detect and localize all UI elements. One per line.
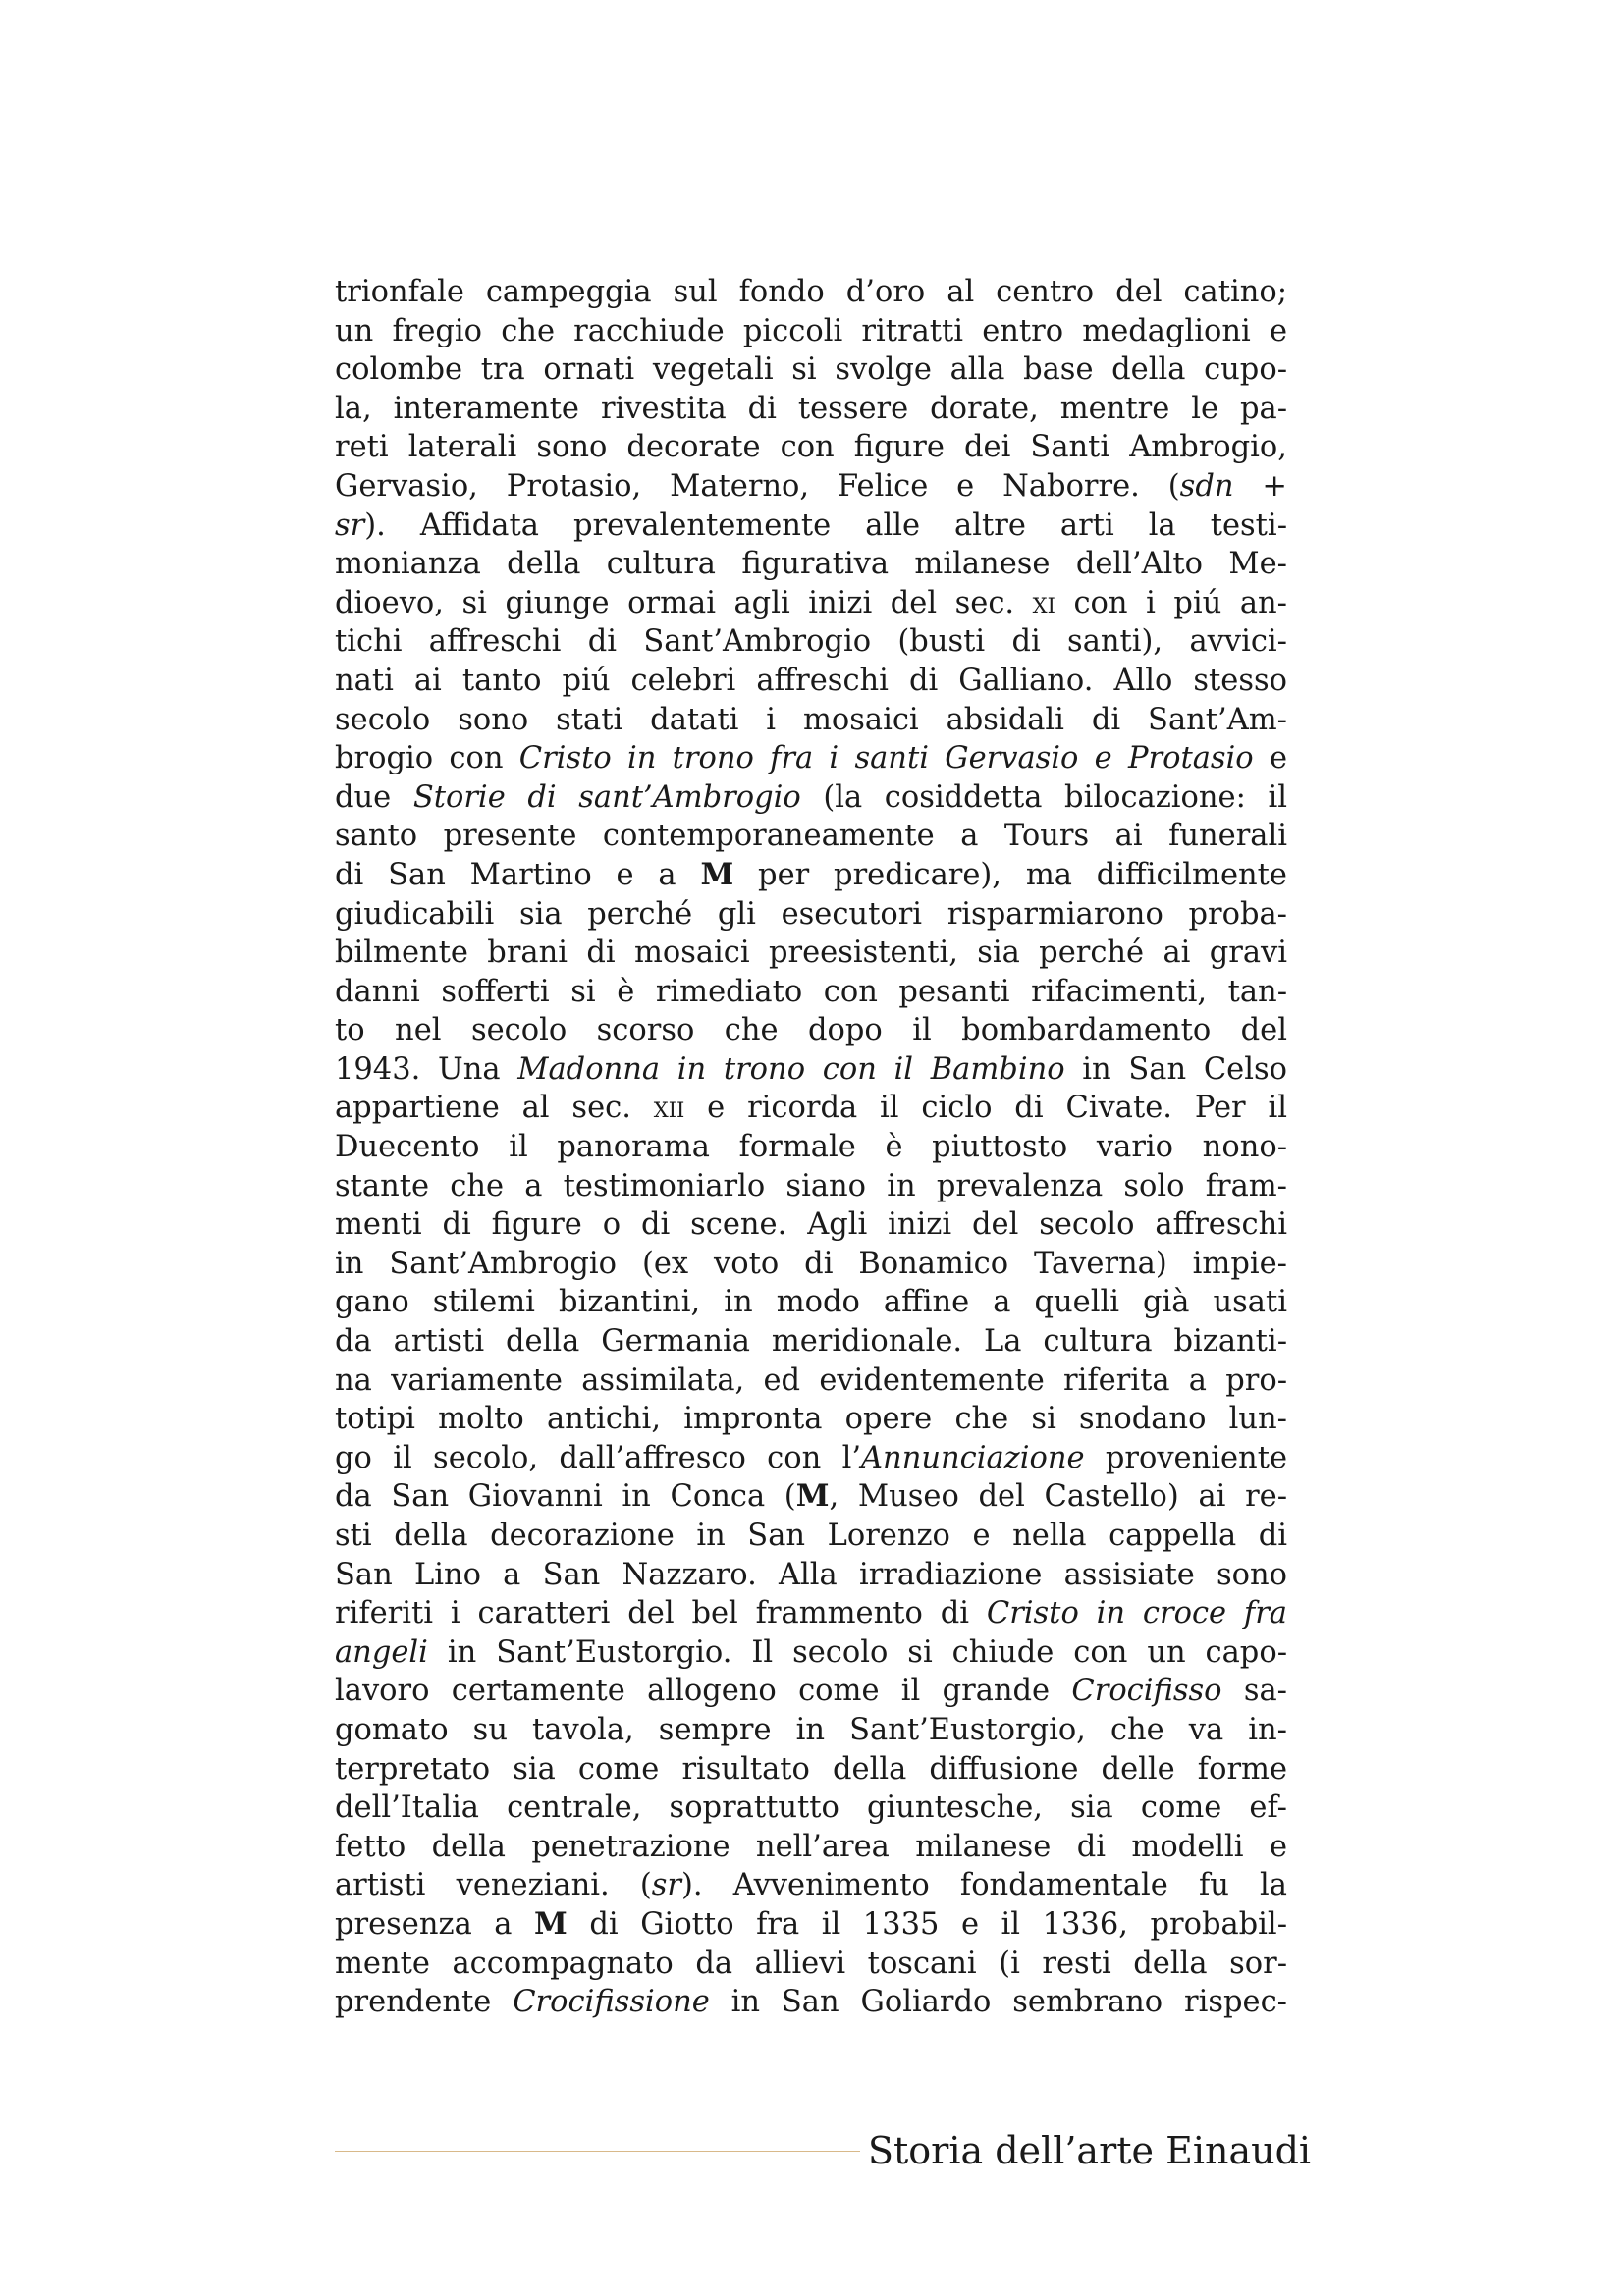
text-run: ). Affidata prevalentemente alle altre arti la testi- [364, 507, 1287, 543]
text-line [335, 545, 1287, 584]
text-run: presenza a [335, 1906, 535, 1942]
text-run: un fregio che racchiude piccoli ritratti entro medaglioni e [335, 313, 1287, 348]
text-run: dell’Italia centrale, soprattutto giuntesche, sia come ef- [335, 1790, 1287, 1826]
text-run: trionfale campeggia sul fondo d’oro al centro del catino; [335, 275, 1287, 309]
text-line [335, 739, 1287, 778]
italic-text: Annunciazione [861, 1440, 1085, 1475]
bold-text: M [534, 1905, 568, 1942]
text-run: stante che a testimoniarlo siano in prevalenza solo fram- [335, 1168, 1287, 1203]
bold-text: M [795, 1478, 830, 1515]
text-line [335, 507, 1287, 546]
text-run: in San Goliardo sembrano rispec- [709, 1985, 1287, 2020]
text-line [335, 1283, 1287, 1322]
text-line [335, 1517, 1287, 1556]
text-line [335, 1477, 1287, 1517]
text-line [335, 1167, 1287, 1206]
text-line [335, 1750, 1287, 1789]
text-run: fetto della penetrazione nell’area milanese di modelli e [335, 1829, 1287, 1864]
italic-text: Cristo in croce fra [986, 1596, 1287, 1631]
text-run: 1943. Una [335, 1051, 518, 1087]
text-line [335, 390, 1287, 429]
text-run: sa- [1221, 1674, 1287, 1709]
text-line [335, 1128, 1287, 1167]
text-run: nati ai tanto piú celebri affreschi di Galliano. Allo stesso [335, 663, 1287, 698]
text-line [335, 1322, 1287, 1362]
italic-text: Madonna in trono con il Bambino [517, 1051, 1065, 1087]
text-run: riferiti i caratteri del bel frammento di [335, 1596, 987, 1631]
text-run: artisti veneziani. ( [335, 1868, 652, 1903]
text-line [335, 934, 1287, 973]
text-line [335, 895, 1287, 934]
text-run: danni sofferti si è rimediato con pesanti rifacimenti, tan- [335, 974, 1287, 1009]
text-line [335, 312, 1287, 351]
text-line [335, 662, 1287, 701]
text-run: tichi affreschi di Sant’Ambrogio (busti di santi), avvici- [335, 624, 1287, 660]
text-run: in San Celso [1064, 1051, 1287, 1087]
small-caps-text: xi [1032, 585, 1055, 620]
italic-text: Crocifisso [1071, 1674, 1222, 1709]
text-line [335, 1945, 1287, 1984]
text-run: prendente [335, 1985, 514, 2020]
text-run: da San Giovanni in Conca ( [335, 1479, 796, 1515]
italic-text: Crocifissione [513, 1985, 710, 2020]
text-run: e [1253, 741, 1287, 776]
text-run: to nel secolo scorso che dopo il bombardamento del [335, 1013, 1287, 1048]
text-run: mente accompagnato da allievi toscani (i resti della sor- [335, 1946, 1287, 1981]
italic-text: sr [651, 1868, 682, 1903]
body-text [335, 273, 1287, 2022]
text-run: due [335, 779, 413, 815]
text-run: colombe tra ornati vegetali si svolge alla base della cupo- [335, 352, 1287, 388]
text-line [335, 778, 1287, 818]
small-caps-text: xii [653, 1091, 685, 1126]
italic-text: sdn + [1179, 468, 1287, 504]
text-line [335, 1633, 1287, 1673]
text-run: secolo sono stati datati i mosaici absidali di Sant’Am- [335, 702, 1287, 737]
text-run: e ricorda il ciclo di Civate. Per il [684, 1091, 1287, 1126]
text-run: di San Martino e a [335, 857, 701, 892]
text-line [335, 973, 1287, 1012]
text-line [335, 817, 1287, 856]
text-run: proveniente [1084, 1440, 1288, 1475]
text-line [335, 1245, 1287, 1284]
text-run: gano stilemi bizantini, in modo affine a quelli già usati [335, 1285, 1287, 1320]
text-line [335, 1711, 1287, 1750]
text-line [335, 1556, 1287, 1595]
text-run: ). Avvenimento fondamentale fu la [681, 1868, 1287, 1903]
text-run: menti di figure o di scene. Agli inizi del secolo affreschi [335, 1207, 1287, 1243]
text-line [335, 1866, 1287, 1905]
italic-text: sr [335, 507, 365, 543]
text-line [335, 584, 1287, 623]
text-run: (la cosiddetta bilocazione: il [800, 779, 1287, 815]
text-line [335, 1400, 1287, 1439]
text-line [335, 622, 1287, 662]
text-run: Gervasio, Protasio, Materno, Felice e Naborre. ( [335, 468, 1180, 504]
text-run: go il secolo, dall’affresco con l’ [335, 1440, 862, 1475]
text-run: Duecento il panorama formale è piuttosto vario nono- [335, 1130, 1287, 1165]
text-line [335, 428, 1287, 467]
text-run: appartiene al sec. [335, 1091, 654, 1126]
text-run: gomato su tavola, sempre in Sant’Eustorgio, che va in- [335, 1712, 1287, 1747]
italic-text: angeli [335, 1634, 428, 1670]
text-run: bilmente brani di mosaici preesistenti, sia perché ai gravi [335, 935, 1287, 971]
text-run: santo presente contemporaneamente a Tours ai funerali [335, 819, 1287, 854]
text-line [335, 1828, 1287, 1867]
text-run: totipi molto antichi, impronta opere che si snodano lun- [335, 1402, 1287, 1437]
text-line [335, 1594, 1287, 1633]
text-run: dioevo, si giunge ormai agli inizi del sec. [335, 585, 1033, 620]
italic-text: Cristo in trono fra i santi Gervasio e Protasio [518, 741, 1254, 776]
text-run: monianza della cultura figurativa milanese dell’Alto Me- [335, 547, 1287, 582]
text-line [335, 1011, 1287, 1050]
text-line [335, 856, 1287, 895]
text-run: da artisti della Germania meridionale. La cultura bizanti- [335, 1324, 1287, 1360]
text-line [335, 1439, 1287, 1478]
text-line [335, 1205, 1287, 1245]
text-run: lavoro certamente allogeno come il grande [335, 1674, 1072, 1709]
text-line [335, 273, 1287, 312]
footer-divider [335, 2151, 860, 2152]
text-run: , Museo del Castello) ai re- [829, 1479, 1288, 1515]
text-run: brogio con [335, 741, 519, 776]
text-line [335, 1789, 1287, 1828]
text-run: terpretato sia come risultato della diffusione delle forme [335, 1751, 1287, 1787]
text-run: in Sant’Eustorgio. Il secolo si chiude con un capo- [427, 1634, 1287, 1670]
text-line [335, 701, 1287, 740]
text-line [335, 1983, 1287, 2022]
footer-title: Storia dell’arte Einaudi [868, 2129, 1312, 2172]
text-run: la, interamente rivestita di tessere dorate, mentre le pa- [335, 391, 1287, 426]
text-run: reti laterali sono decorate con figure dei Santi Ambrogio, [335, 430, 1287, 465]
text-run: San Lino a San Nazzaro. Alla irradiazione assisiate sono [335, 1557, 1287, 1592]
text-run: in Sant’Ambrogio (ex voto di Bonamico Taverna) impie- [335, 1246, 1287, 1281]
text-line [335, 1362, 1287, 1401]
text-run: di Giotto fra il 1335 e il 1336, probabil- [567, 1906, 1287, 1942]
bold-text: M [700, 856, 734, 892]
text-line [335, 1672, 1287, 1711]
text-run: giudicabili sia perché gli esecutori risparmiarono proba- [335, 896, 1287, 932]
text-run: con i piú an- [1055, 585, 1287, 620]
text-line [335, 1905, 1287, 1945]
italic-text: Storie di sant’Ambrogio [412, 779, 801, 815]
text-line [335, 1089, 1287, 1128]
text-line [335, 350, 1287, 390]
text-line [335, 467, 1287, 507]
text-run: sti della decorazione in San Lorenzo e nella cappella di [335, 1519, 1287, 1553]
text-line [335, 1050, 1287, 1090]
text-run: na variamente assimilata, ed evidentemente riferita a pro- [335, 1362, 1287, 1398]
text-run: per predicare), ma difficilmente [733, 857, 1287, 892]
